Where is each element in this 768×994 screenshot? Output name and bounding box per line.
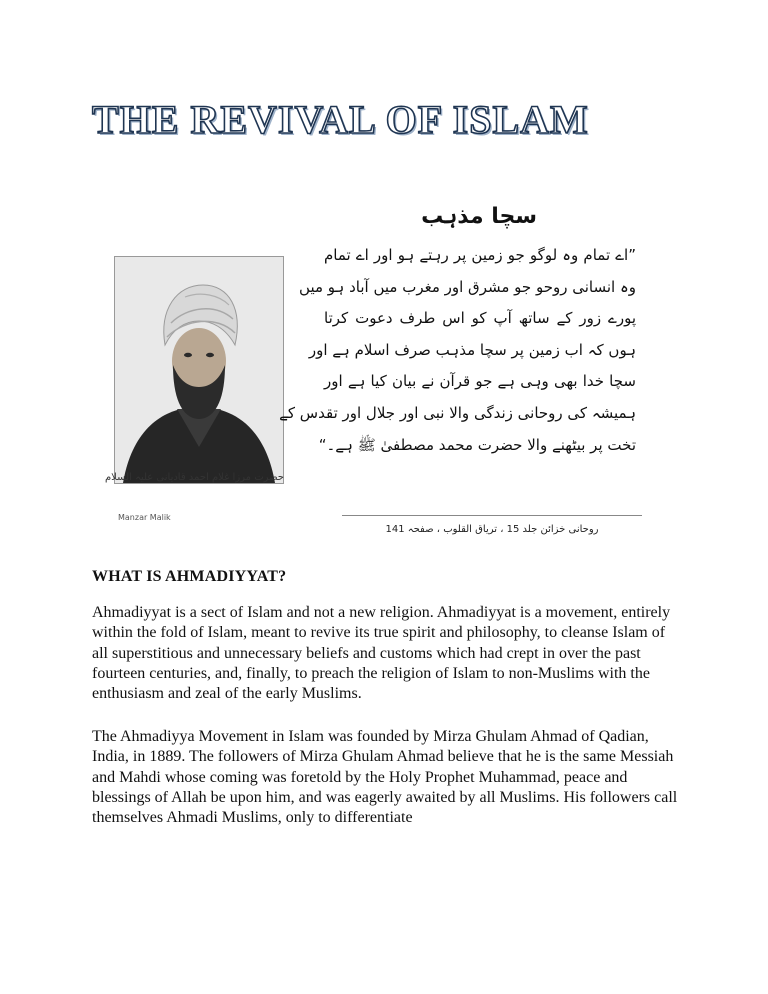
urdu-reference: روحانی خزائن جلد 15 ، تریاق القلوب ، صفحہ 141 <box>385 524 599 535</box>
urdu-quote-line: تخت پر بیٹھنے والا حضرت محمد مصطفیٰ ﷺ ہے۔“ <box>318 435 636 454</box>
section-heading: WHAT IS AHMADIYYAT? <box>92 568 287 585</box>
photo-credit: Manzar Malik <box>118 513 171 522</box>
urdu-heading: سچا مذہب <box>421 204 537 229</box>
urdu-quote-line: سچا خدا بھی وہی ہے جو قرآن نے بیان کیا ہے اور <box>324 372 636 391</box>
portrait-illustration <box>104 257 284 483</box>
urdu-quote <box>279 240 636 461</box>
urdu-quote-line: وہ انسانی روحو جو مشرق اور مغرب میں آباد ہو میں <box>299 277 636 296</box>
portrait-caption: حضرت مرزا غلام احمد قادیانی علیہ السلام <box>104 472 284 483</box>
urdu-quote-line: ”اے تمام وہ لوگو جو زمین پر رہتے ہو اور اے تمام <box>324 246 636 264</box>
urdu-quote-line: پورے زور کے ساتھ آپ کو اس طرف دعوت کرتا <box>324 309 636 328</box>
paragraph: Ahmadiyyat is a sect of Islam and not a new religion. Ahmadiyyat is a movement, entirely within the fold of Islam, meant to revive its true spirit and philosophy, to cleanse Islam of all superstitious and unnecessary beliefs and customs which had crept in over the past fourteen centuries, and, finally, to preach the religion of Islam to non-Muslims with the enthusiasm and zeal of the early Muslims. <box>92 604 671 703</box>
urdu-quote-line: ہوں کہ اب زمین پر سچا مذہب صرف اسلام ہے اور <box>308 340 636 359</box>
urdu-quote-line: ہمیشہ کی روحانی زندگی والا نبی اور جلال اور تقدس کے <box>279 403 636 422</box>
paragraph: The Ahmadiyya Movement in Islam was founded by Mirza Ghulam Ahmad of Qadian, India, in 1889. The followers of Mirza Ghulam Ahmad believe that he is the same Messiah and Mahdi whose coming was foretold by the Holy Prophet Muhammad, peace and blessings of Allah be upon him, and was eagerly awaited by all Muslims. His followers call themselves Ahmadi Muslims, only to differentiate <box>92 728 678 827</box>
portrait-photo <box>104 256 284 484</box>
quote-figure <box>92 178 665 550</box>
page-title: THE REVIVAL OF ISLAM <box>92 97 589 142</box>
reference-divider <box>342 515 642 516</box>
